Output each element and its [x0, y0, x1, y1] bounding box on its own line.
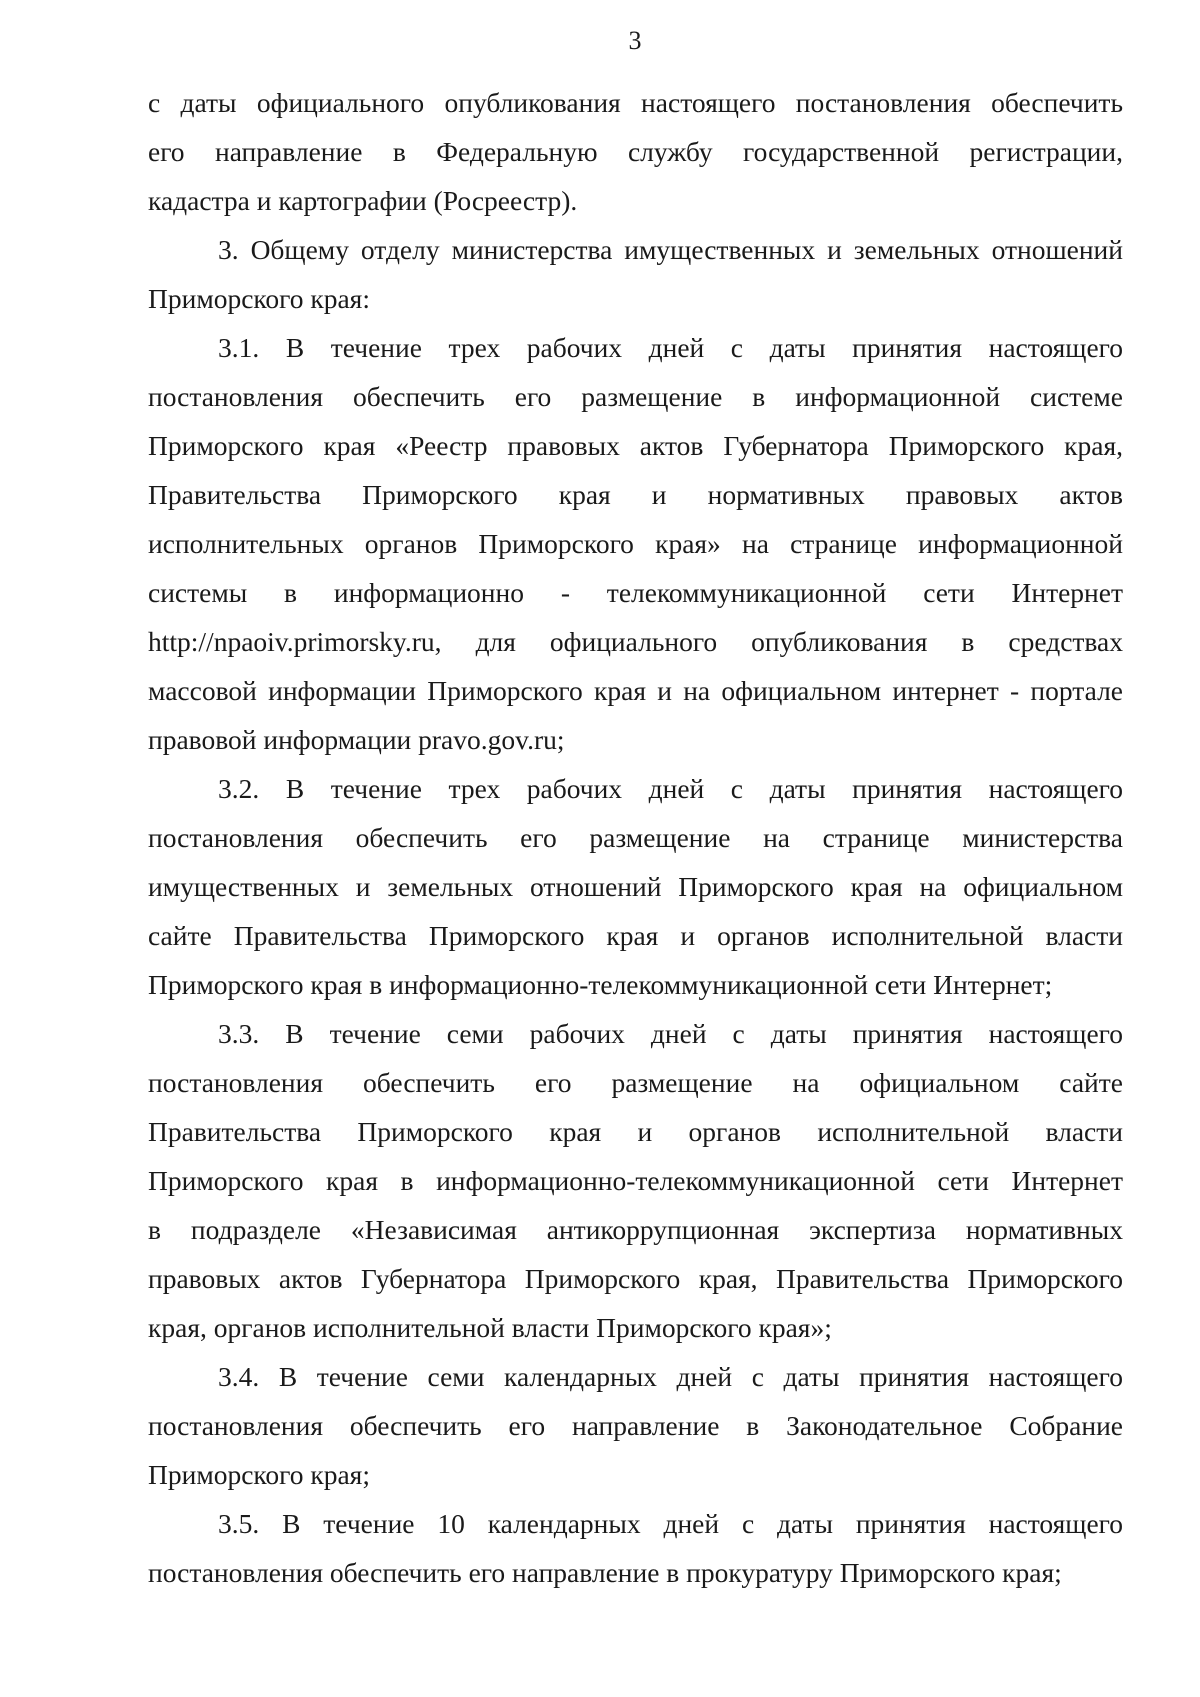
paragraph-item-3-4	[148, 1352, 1123, 1499]
text-line: 3.3. В течение семи рабочих дней с даты принятия настоящего	[218, 1018, 1123, 1049]
document-body	[148, 78, 1123, 1597]
text-line: края, органов исполнительной власти Приморского края»;	[148, 1312, 832, 1343]
text-line: сайте Правительства Приморского края и органов исполнительной власти	[148, 920, 1123, 951]
text-line: кадастра и картографии (Росреестр).	[148, 185, 578, 216]
paragraph-item-3-3	[148, 1009, 1123, 1352]
text-line: постановления обеспечить его размещение в информационной системе	[148, 381, 1123, 412]
text-line: системы в информационно - телекоммуникационной сети Интернет	[148, 577, 1123, 608]
paragraph-item-3-1	[148, 323, 1123, 764]
text-line: Приморского края:	[148, 283, 370, 314]
text-line: правовой информации pravo.gov.ru;	[148, 724, 565, 755]
text-line: Приморского края;	[148, 1459, 370, 1490]
page-number: 3	[628, 26, 642, 55]
paragraph-item-3	[148, 225, 1123, 323]
text-line: 3.2. В течение трех рабочих дней с даты принятия настоящего	[218, 773, 1123, 804]
text-line: 3.1. В течение трех рабочих дней с даты принятия настоящего	[218, 332, 1123, 363]
text-line: с даты официального опубликования настоящего постановления обеспечить	[148, 87, 1123, 118]
text-line: правовых актов Губернатора Приморского края, Правительства Приморского	[148, 1263, 1123, 1294]
text-line: массовой информации Приморского края и на официальном интернет - портале	[148, 675, 1123, 706]
text-line: постановления обеспечить его размещение на странице министерства	[148, 822, 1123, 853]
paragraph-continuation	[148, 78, 1123, 225]
text-line: Правительства Приморского края и нормативных правовых актов	[148, 479, 1123, 510]
text-line: Приморского края «Реестр правовых актов Губернатора Приморского края,	[148, 430, 1123, 461]
text-line: постановления обеспечить его направление в Законодательное Собрание	[148, 1410, 1123, 1441]
text-line: 3.4. В течение семи календарных дней с даты принятия настоящего	[218, 1361, 1123, 1392]
text-line: исполнительных органов Приморского края» на странице информационной	[148, 528, 1123, 559]
paragraph-item-3-2	[148, 764, 1123, 1009]
text-line: Приморского края в информационно-телекоммуникационной сети Интернет	[148, 1165, 1123, 1196]
text-line: http://npaoiv.primorsky.ru, для официального опубликования в средствах	[148, 626, 1123, 657]
text-line: 3.5. В течение 10 календарных дней с даты принятия настоящего	[218, 1508, 1123, 1539]
text-line: его направление в Федеральную службу государственной регистрации,	[148, 136, 1123, 167]
text-line: в подразделе «Независимая антикоррупционная экспертиза нормативных	[148, 1214, 1123, 1245]
text-line: Правительства Приморского края и органов исполнительной власти	[148, 1116, 1123, 1147]
text-line: имущественных и земельных отношений Приморского края на официальном	[148, 871, 1123, 902]
text-line: постановления обеспечить его размещение на официальном сайте	[148, 1067, 1123, 1098]
text-line: Приморского края в информационно-телекоммуникационной сети Интернет;	[148, 969, 1053, 1000]
text-line: постановления обеспечить его направление в прокуратуру Приморского края;	[148, 1557, 1062, 1588]
text-line: 3. Общему отделу министерства имущественных и земельных отношений	[218, 234, 1123, 265]
paragraph-item-3-5	[148, 1499, 1123, 1597]
